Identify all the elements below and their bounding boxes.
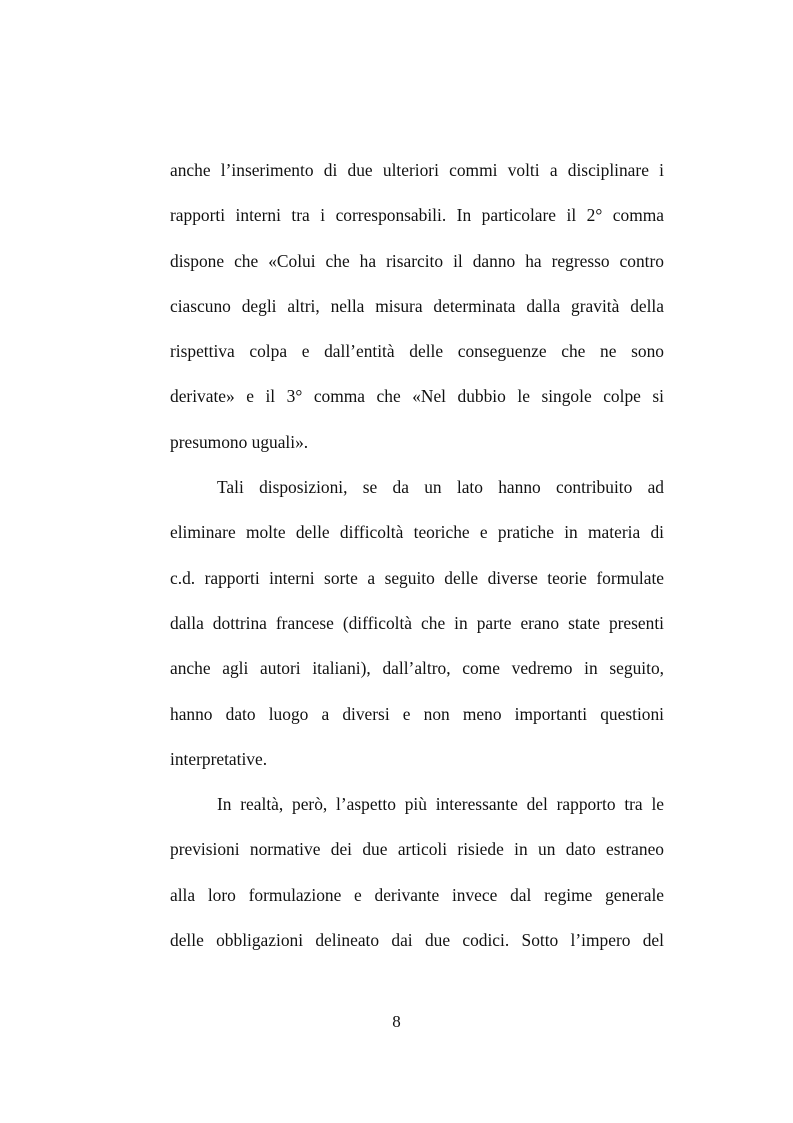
text-line: alla loro formulazione e derivante invece dal regime generale: [170, 884, 664, 905]
text-line: dalla dottrina francese (difficoltà che in parte erano state presenti: [170, 612, 664, 633]
text-line: anche agli autori italiani), dall’altro, come vedremo in seguito,: [170, 658, 664, 679]
text-line: c.d. rapporti interni sorte a seguito delle diverse teorie formulate: [170, 567, 664, 588]
paragraph-1: [170, 148, 664, 465]
text-line: anche l’inserimento di due ulteriori commi volti a disciplinare i: [170, 160, 664, 180]
text-line: rispettiva colpa e dall’entità delle conseguenze che ne sono: [170, 341, 664, 362]
paragraph-3: [170, 782, 664, 963]
text-line: dispone che «Colui che ha risarcito il danno ha regresso contro: [170, 250, 664, 271]
text-line: In realtà, però, l’aspetto più interessante del rapporto tra le: [217, 794, 664, 815]
body-text: [170, 148, 664, 963]
text-line: hanno dato luogo a diversi e non meno importanti questioni: [170, 703, 664, 724]
text-line: rapporti interni tra i corresponsabili. In particolare il 2° comma: [170, 205, 664, 226]
text-line: previsioni normative dei due articoli risiede in un dato estraneo: [170, 839, 664, 860]
text-line: ciascuno degli altri, nella misura determinata dalla gravità della: [170, 295, 664, 316]
text-line: delle obbligazioni delineato dai due codici. Sotto l’impero del: [170, 930, 664, 951]
paragraph-2: [170, 465, 664, 782]
text-line: interpretative.: [170, 748, 268, 769]
page-number: 8: [392, 1012, 401, 1031]
text-line: derivate» e il 3° comma che «Nel dubbio le singole colpe si: [170, 386, 664, 407]
text-line: eliminare molte delle difficoltà teoriche e pratiche in materia di: [170, 522, 664, 543]
text-line: presumono uguali».: [170, 431, 309, 452]
text-line: Tali disposizioni, se da un lato hanno contribuito ad: [217, 477, 664, 498]
